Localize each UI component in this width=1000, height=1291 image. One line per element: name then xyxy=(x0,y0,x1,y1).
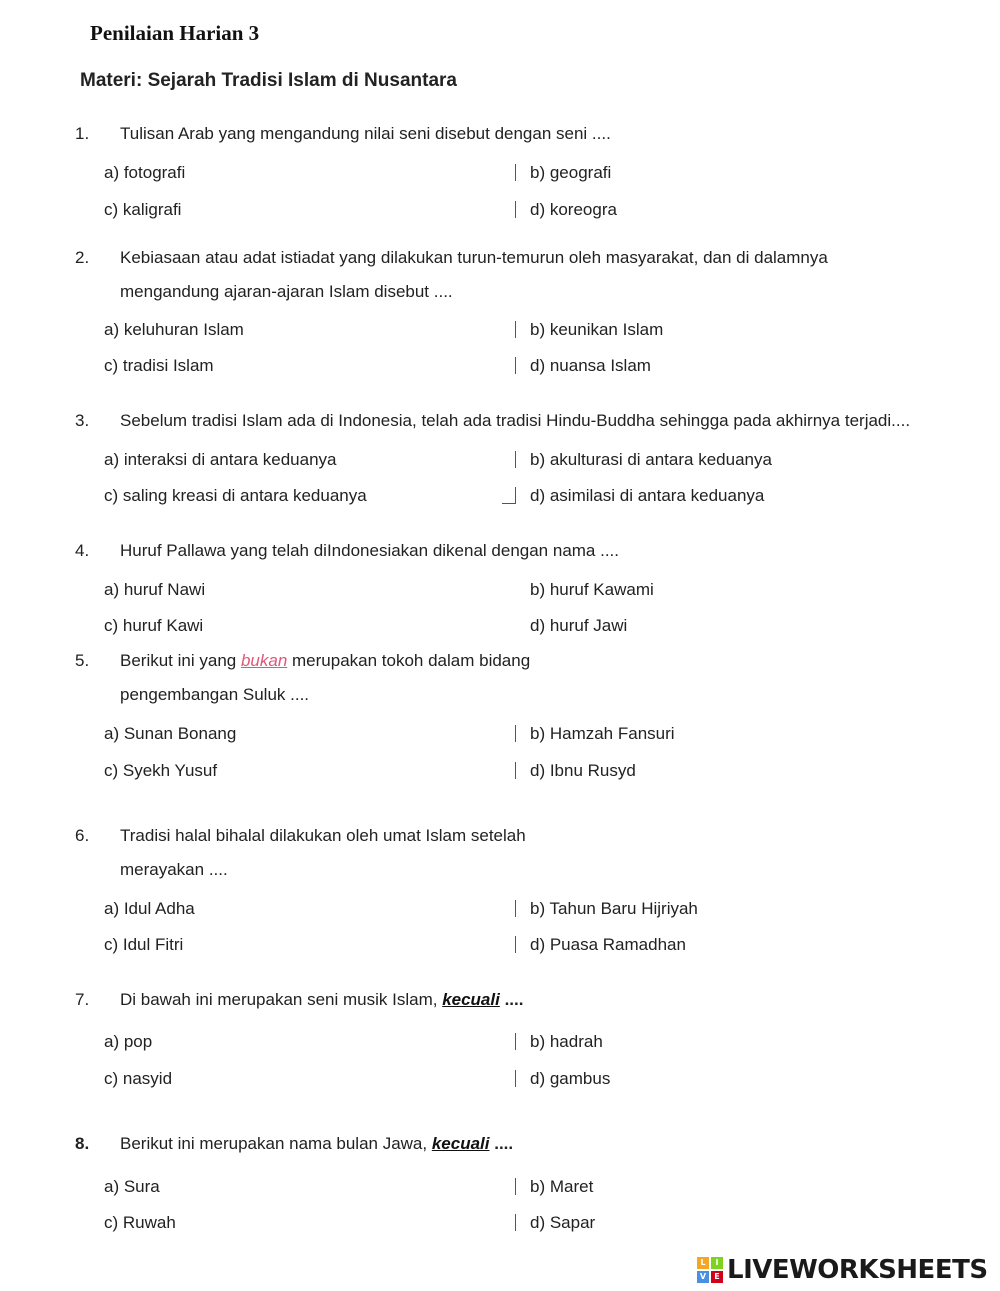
logo-letter: I xyxy=(711,1257,723,1269)
option-a[interactable]: a) Sura xyxy=(104,1177,160,1196)
option-separator xyxy=(515,1033,516,1050)
question-text xyxy=(120,650,530,672)
option-a[interactable]: a) keluhuran Islam xyxy=(104,320,244,339)
option-b[interactable]: b) keunikan Islam xyxy=(530,320,664,339)
option-d[interactable]: d) Ibnu Rusyd xyxy=(530,761,636,780)
option-separator xyxy=(515,1178,516,1195)
option-b[interactable]: b) Maret xyxy=(530,1177,594,1196)
question-number: 5. xyxy=(75,651,90,670)
option-separator xyxy=(515,900,516,917)
negation-word: kecuali xyxy=(431,1134,490,1153)
question-number: 2. xyxy=(75,248,90,267)
question-text: Tulisan Arab yang mengandung nilai seni disebut dengan seni .... xyxy=(120,124,611,143)
question-number: 7. xyxy=(75,990,90,1009)
option-separator xyxy=(515,164,516,181)
option-d[interactable]: d) koreogra xyxy=(530,200,617,219)
question-text-pre: Di bawah ini merupakan seni musik Islam, xyxy=(120,990,443,1009)
question-text: Sebelum tradisi Islam ada di Indonesia, telah ada tradisi Hindu-Buddha sehingga pada akhirnya terjadi.... xyxy=(120,411,911,430)
option-a[interactable]: a) huruf Nawi xyxy=(104,580,206,599)
question-text-post: merupakan tokoh dalam bidang xyxy=(287,651,531,670)
option-d[interactable]: d) huruf Jawi xyxy=(530,616,628,635)
option-c[interactable]: c) nasyid xyxy=(104,1069,173,1088)
question-text-line-2: mengandung ajaran-ajaran Islam disebut .... xyxy=(120,282,453,301)
question-number: 6. xyxy=(75,826,90,845)
logo-letter: E xyxy=(711,1271,723,1283)
logo-text: LIVEWORKSHEETS xyxy=(727,1255,988,1285)
logo-letter: V xyxy=(697,1271,709,1283)
option-separator xyxy=(515,451,516,468)
question-number: 4. xyxy=(75,541,90,560)
negation-word: kecuali xyxy=(442,990,500,1009)
option-a[interactable]: a) Sunan Bonang xyxy=(104,724,237,743)
option-c[interactable]: c) Ruwah xyxy=(104,1213,176,1232)
option-b[interactable]: b) hadrah xyxy=(530,1032,603,1051)
option-separator xyxy=(502,487,516,504)
option-c[interactable]: c) saling kreasi di antara keduanya xyxy=(104,486,367,505)
option-d[interactable]: d) nuansa Islam xyxy=(530,356,651,375)
option-d[interactable]: d) gambus xyxy=(530,1069,611,1088)
option-separator xyxy=(515,321,516,338)
logo-mark-icon xyxy=(697,1257,723,1283)
option-c[interactable]: c) tradisi Islam xyxy=(104,356,214,375)
question-text-line-2: pengembangan Suluk .... xyxy=(120,685,310,704)
option-c[interactable]: c) Idul Fitri xyxy=(104,935,184,954)
question-text-pre: Berikut ini merupakan nama bulan Jawa, xyxy=(120,1134,432,1153)
logo-letter: L xyxy=(697,1257,709,1269)
question-text-post: .... xyxy=(489,1134,514,1153)
question-text-line-2: merayakan .... xyxy=(120,860,228,879)
question-number: 8. xyxy=(75,1134,90,1153)
option-separator xyxy=(515,1214,516,1231)
question-text: Kebiasaan atau adat istiadat yang dilakukan turun-temurun oleh masyarakat, dan di dalamnya xyxy=(120,248,828,267)
option-b[interactable]: b) geografi xyxy=(530,163,612,182)
question-text-post: .... xyxy=(499,990,524,1009)
question-text: Huruf Pallawa yang telah diIndonesiakan dikenal dengan nama .... xyxy=(120,541,620,560)
option-separator xyxy=(515,201,516,218)
option-separator xyxy=(515,936,516,953)
option-c[interactable]: c) kaligrafi xyxy=(104,200,182,219)
option-separator xyxy=(515,725,516,742)
option-d[interactable]: d) Sapar xyxy=(530,1213,596,1232)
liveworksheets-logo xyxy=(697,1255,988,1285)
question-number: 1. xyxy=(75,124,90,143)
option-a[interactable]: a) fotografi xyxy=(104,163,186,182)
question-text: Tradisi halal bihalal dilakukan oleh umat Islam setelah xyxy=(120,826,526,845)
option-a[interactable]: a) interaksi di antara keduanya xyxy=(104,450,337,469)
option-separator xyxy=(515,357,516,374)
question-text xyxy=(120,1133,513,1155)
option-b[interactable]: b) akulturasi di antara keduanya xyxy=(530,450,772,469)
page-title: Penilaian Harian 3 xyxy=(90,21,260,45)
option-b[interactable]: b) huruf Kawami xyxy=(530,580,654,599)
option-d[interactable]: d) Puasa Ramadhan xyxy=(530,935,686,954)
option-c[interactable]: c) Syekh Yusuf xyxy=(104,761,218,780)
option-separator xyxy=(515,1070,516,1087)
option-a[interactable]: a) pop xyxy=(104,1032,153,1051)
question-text xyxy=(120,989,523,1011)
option-c[interactable]: c) huruf Kawi xyxy=(104,616,204,635)
option-b[interactable]: b) Tahun Baru Hijriyah xyxy=(530,899,698,918)
option-separator xyxy=(515,762,516,779)
page-subtitle: Materi: Sejarah Tradisi Islam di Nusantara xyxy=(80,70,457,91)
question-text-pre: Berikut ini yang xyxy=(120,651,241,670)
option-b[interactable]: b) Hamzah Fansuri xyxy=(530,724,675,743)
option-d[interactable]: d) asimilasi di antara keduanya xyxy=(530,486,765,505)
question-number: 3. xyxy=(75,411,90,430)
option-a[interactable]: a) Idul Adha xyxy=(104,899,195,918)
negation-word: bukan xyxy=(240,651,288,670)
